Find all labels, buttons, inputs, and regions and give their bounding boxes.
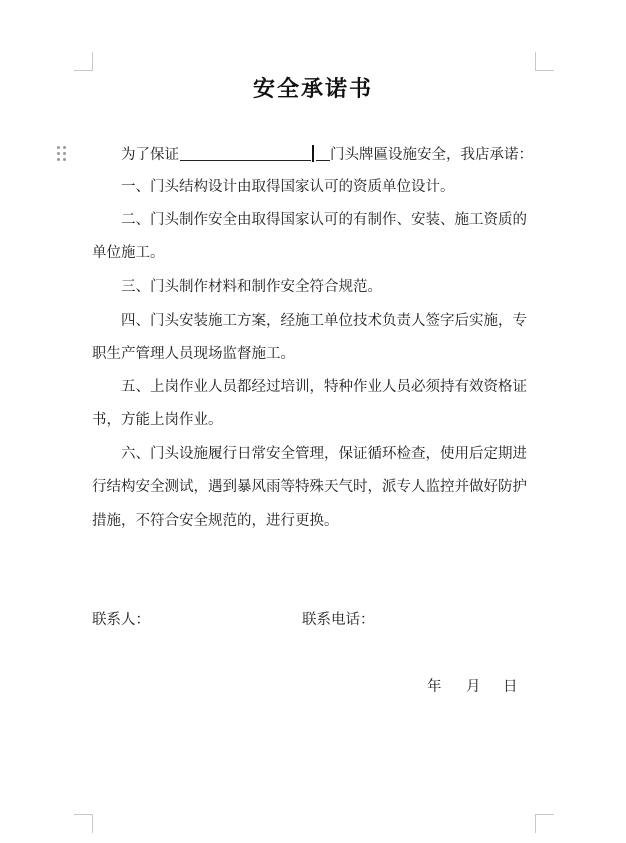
clause-4-line-1: 四、门头安装施工方案，经施工单位技术负责人签字后实施，专: [121, 313, 527, 329]
text-cursor: [312, 145, 314, 162]
page-corner-mark-top-right: [535, 52, 554, 71]
page-corner-mark-bottom-right: [535, 814, 554, 833]
clause-3: 三、门头制作材料和制作安全符合规范。: [121, 279, 382, 295]
intro-paragraph[interactable]: [121, 144, 533, 165]
blank-underline: [316, 144, 330, 161]
clause-6-line-3: 措施，不符合安全规范的，进行更换。: [92, 513, 339, 529]
clause-2-line-2: 单位施工。: [92, 245, 165, 261]
paragraph-drag-handle-icon[interactable]: [57, 146, 67, 162]
date-year-label: 年: [427, 679, 442, 695]
clause-6-line-1: 六、门头设施履行日常安全管理，保证循环检查，使用后定期进: [121, 446, 527, 462]
intro-text-before: 为了保证: [121, 147, 179, 163]
clause-5-line-1: 五、上岗作业人员都经过培训，特种作业人员必须持有效资格证: [121, 379, 527, 395]
page-corner-mark-top-left: [74, 52, 93, 71]
clause-1: 一、门头结构设计由取得国家认可的资质单位设计。: [121, 179, 455, 195]
page-corner-mark-bottom-left: [74, 814, 93, 833]
clause-5-line-2: 书，方能上岗作业。: [92, 412, 223, 428]
clause-6-line-2: 行结构安全测试，遇到暴风雨等特殊天气时，派专人监控并做好防护: [92, 479, 527, 495]
contact-phone-label: 联系电话：: [302, 612, 375, 628]
clause-4-line-2: 职生产管理人员现场监督施工。: [92, 346, 295, 362]
document-title: 安全承诺书: [252, 76, 373, 102]
date-day-label: 日: [503, 679, 518, 695]
date-month-label: 月: [466, 679, 481, 695]
intro-text-after: 门头牌匾设施安全，我店承诺：: [330, 147, 533, 163]
shop-name-blank[interactable]: [180, 144, 311, 161]
contact-person-label: 联系人：: [92, 612, 150, 628]
clause-2-line-1: 二、门头制作安全由取得国家认可的有制作、安装、施工资质的: [121, 212, 527, 228]
